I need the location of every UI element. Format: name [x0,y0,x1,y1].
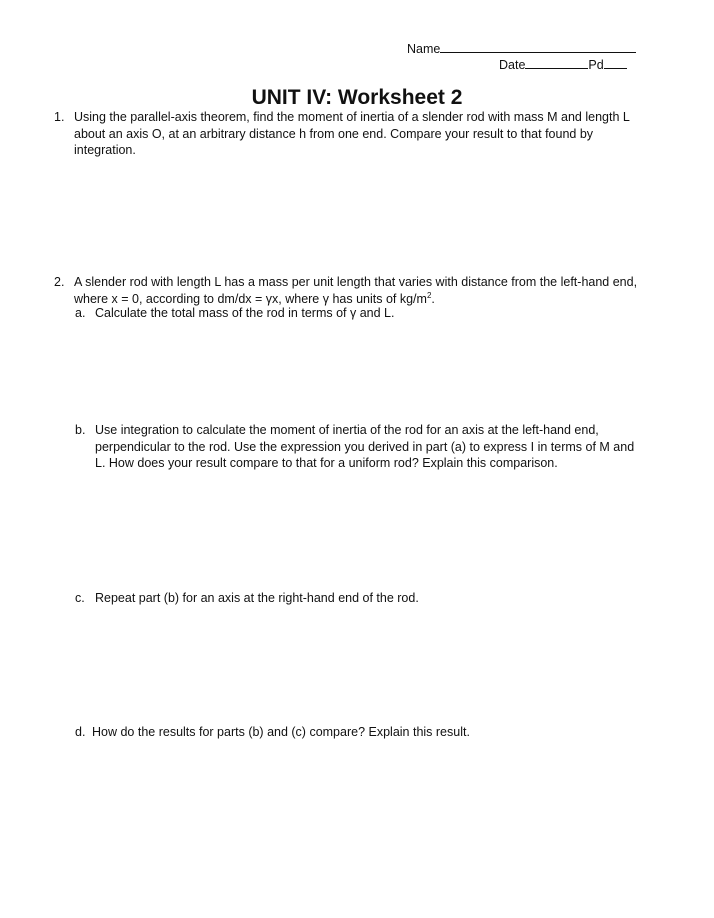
part-letter: d. [75,725,86,739]
question-number: 1. [54,110,65,124]
part-letter: b. [75,423,86,437]
part-letter: a. [75,306,86,320]
question-2-part-c [75,590,635,608]
period-blank[interactable] [604,57,627,69]
question-text: A slender rod with length L has a mass per unit length that varies with distance from the left-hand end, where x = 0, according to dm/dx = γx, where γ has units of $kg/m^2$. [74,275,638,306]
name-blank[interactable] [440,41,636,53]
part-text: Calculate the total mass of the rod in terms of γ and L. [95,306,395,320]
question-2-part-b [75,422,640,474]
part-text: How do the results for parts (b) and (c) compare? Explain this result. [92,725,470,739]
question-number: 2. [54,275,65,289]
part-letter: c. [75,591,85,605]
page-title: UNIT IV: Worksheet 2 [251,86,463,109]
question-2-part-d [75,724,635,742]
period-label: Pd [588,58,604,72]
part-text: Use integration to calculate the moment of inertia of the rod for an axis at the left-hand end, perpendicular to the rod. Use the expression you derived in part (a) to express I in terms of M and L. How does your result compare to that for a uniform rod? Explain this comparison. [95,423,635,470]
name-line [407,41,636,57]
question-text: Using the parallel-axis theorem, find the moment of inertia of a slender rod with mass M and length L about an axis O, at an arbitrary distance h from one end. Compare your result to that found by integration. [74,110,630,157]
date-blank[interactable] [525,57,588,69]
date-label: Date [499,58,526,72]
name-label: Name [407,42,441,56]
part-text: Repeat part (b) for an axis at the right-hand end of the rod. [95,591,419,605]
date-period-line [499,57,627,73]
question-1 [54,109,634,161]
question-2-part-a [75,305,635,323]
